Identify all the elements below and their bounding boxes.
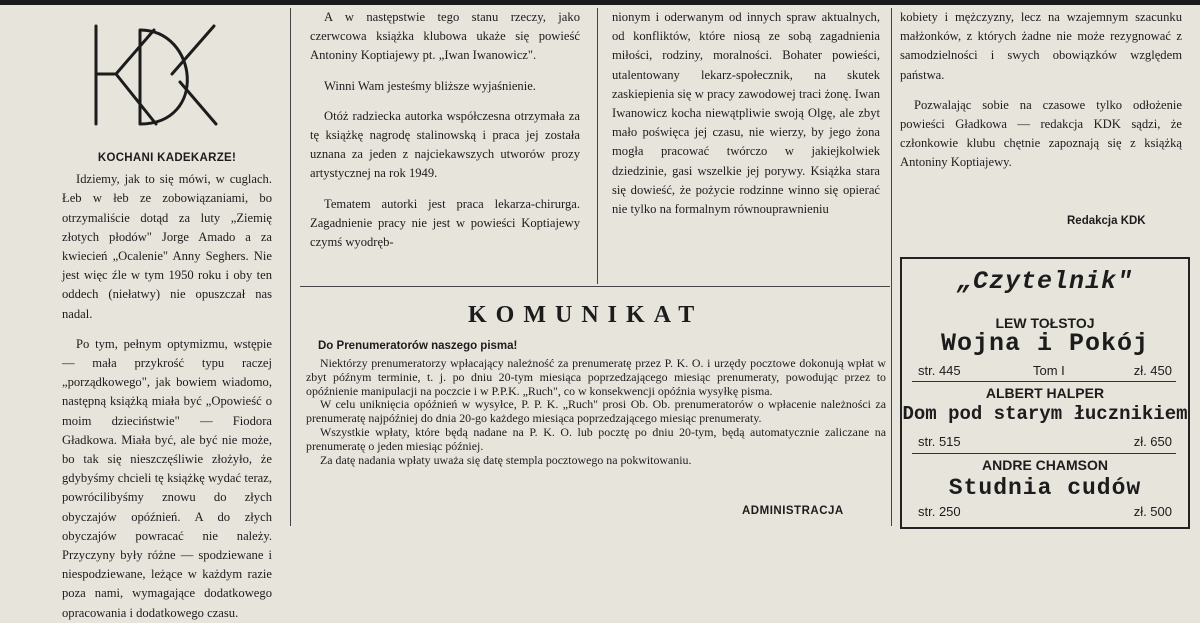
kdk-heading: KOCHANI KADEKARZE! <box>97 152 237 164</box>
publisher-advertisement <box>900 257 1190 529</box>
book-1-author: LEW TOŁSTOJ <box>995 315 1095 331</box>
administration-signature: ADMINISTRACJA <box>742 505 844 517</box>
book-1-title: Wojna i Pokój <box>940 329 1150 358</box>
book-1-price: zł. 450 <box>1133 363 1172 378</box>
column-2 <box>310 8 580 252</box>
col2-paragraph-1: A w następstwie tego stanu rzeczy, jako czerwcowa książka klubowa ukaże się powieść Antoniny Koptiajewy pt. „Iwan Iwanowicz". <box>310 10 580 63</box>
col3-paragraph-1: nionym i oderwanym od innych spraw aktualnych, od konfliktów, które niosą ze sobą zagadnienia miłości, rodziny, moralności. Bohater powieści, utalentowany lekarz-społecznik, na skutek zaskiepienia się w pracy zawodowej traci żonę. Iwan Iwanowicz kocha niewątpliwie swoją Olgę, ale zbyt mało poświęca jej czasu, nie wierzy, by jego żona mogła pracować twórczo w jakiejkolwiek dziedzinie, gasi wszelkie jej porywy. Książka stara się dowieść, że pożycie rodzinne winno się opierać nie tylko na formalnym równouprawnieniu <box>612 10 880 217</box>
book-2-title: Dom pod starym łucznikiem <box>902 403 1188 425</box>
column-4 <box>900 8 1182 173</box>
book-3-pages: str. 250 <box>918 504 961 519</box>
col4-paragraph-2: Pozwalając sobie na czasowe tylko odłożenie powieści Gładkowa — redakcja KDK sądzi, że członkowie klubu chętnie zapoznają się z książką Antoniny Koptiajewy. <box>900 97 1182 170</box>
col1-paragraph-1: Idziemy, jak to się mówi, w cuglach. Łeb w łeb ze zobowiązaniami, bo otrzymaliście dotąd za luty „Ziemię złotych płodów" Jorge Amado a za kwiecień „Ocalenie" Anny Seghers. Nie jest więc źle w tym 1950 roku i oby ten oddech (niełatwy) nie opuszczał nas nadal. <box>62 172 272 321</box>
editorial-signature: Redakcja KDK <box>1067 215 1146 227</box>
col1-paragraph-2: Po tym, pełnym optymizmu, wstępie — mała przykrość typu raczej „porządkowego", jak bowiem wiadomo, następną książką miała być „Opowieść o moim dzieciństwie" — Fiodora Gładkowa. Miała być, ale być nie może, bo tak się nieszczęśliwie złożyło, że gdybyśmy chcieli tę książkę wydać teraz, powrócilibyśmy znowu do złych obyczajów opóźnień. A do złych obyczajów powracać nie należy. Przyczyny były różne — spodziewane i niespodziewane, leżące w każdym razie poza nami, wymagające dodatkowego opracowania i dodatkowego czasu. <box>62 336 272 620</box>
komunikat-paragraph-3: Wszystkie wpłaty, które będą nadane na P. K. O. lub pocztę po dniu 20-tym, będą automatycznie zaliczane na prenumeratę o jeden miesiąc później. <box>306 424 886 453</box>
book-3-author: ANDRE CHAMSON <box>982 457 1108 473</box>
col2-paragraph-2: Winni Wam jesteśmy bliższe wyjaśnienie. <box>324 78 536 93</box>
book-1-volume: Tom I <box>1033 363 1065 378</box>
column-3 <box>612 8 880 219</box>
book-1-pages: str. 445 <box>918 363 961 378</box>
column-divider-1 <box>290 8 291 526</box>
komunikat-paragraph-2: W celu uniknięcia opóźnień w wysyłce, P. P. K. „Ruch" prosi Ob. Ob. prenumeratorów o wpłacenie należności za prenumeratę najpóźniej do dnia 20-go każdego miesiąca poprzedzającego miesiąc prenumeraty. <box>306 397 886 426</box>
komunikat-title: KOMUNIKAT <box>468 302 704 328</box>
publisher-name: „Czytelnik" <box>956 267 1134 296</box>
column-divider-3 <box>891 8 892 526</box>
book-2-price: zł. 650 <box>1133 434 1172 449</box>
book-2-pages: str. 515 <box>918 434 961 449</box>
column-divider-2 <box>597 8 598 284</box>
kdk-logo <box>76 12 226 140</box>
ad-divider-1 <box>912 381 1176 382</box>
komunikat-paragraph-1: Niektórzy prenumeratorzy wpłacający należność za prenumeratę przez P. K. O. i urzędy pocztowe dokonują wpłat w zbyt późnym terminie, t. j. po dniu 20-tym miesiąca poprzedzającego miesiąc prenumeraty, powodując przez to opóźnienie manipulacji na poczcie i w P.P.K. „Ruch", co w konsekwencji opóźnia wysyłkę pisma. <box>306 356 886 398</box>
book-3-price: zł. 500 <box>1133 504 1172 519</box>
ad-divider-2 <box>912 453 1176 454</box>
col4-paragraph-1: kobiety i mężczyzny, lecz na wzajemnym szacunku małżonków, z których żadne nie może rezygnować z samodzielności i swych obowiązków względem państwa. <box>900 10 1182 82</box>
komunikat-top-rule <box>300 286 890 287</box>
top-rule <box>0 0 1200 5</box>
col2-paragraph-3: Otóż radziecka autorka współczesna otrzymała za tę książkę nagrodę stalinowską i praca jej została uznana za jeden z najciekawszych utworów prozy artystycznej na rok 1949. <box>310 108 580 181</box>
column-1 <box>62 149 272 623</box>
book-2-author: ALBERT HALPER <box>985 385 1105 401</box>
komunikat-paragraph-4: Za datę nadania wpłaty uważa się datę stempla pocztowego na pokwitowaniu. <box>320 452 692 467</box>
col2-paragraph-4: Tematem autorki jest praca lekarza-chirurga. Zagadnienie pracy nie jest w powieści Koptiajewy czymś wyodręb- <box>310 196 580 250</box>
komunikat-subtitle: Do Prenumeratorów naszego pisma! <box>318 340 518 352</box>
komunikat-body <box>306 357 886 467</box>
book-3-title: Studnia cudów <box>948 475 1142 501</box>
